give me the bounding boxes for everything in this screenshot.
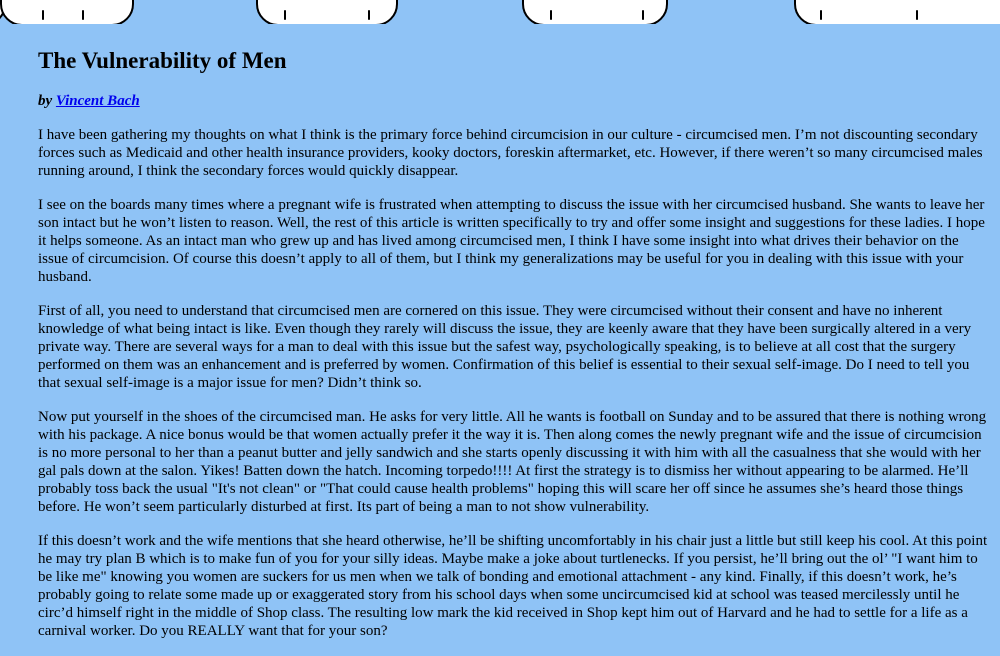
cloud-icon [0,0,134,24]
cloud-border [0,0,1000,24]
cloud-icon [794,0,1000,24]
byline-prefix: by [38,93,53,109]
paragraph-2: I see on the boards many times where a pregnant wife is frustrated when attempting to discuss the issue with her circumcised husband. She wants to leave her son intact but he won’t listen to reason. Well, the rest of this article is written specifically to try and offer some insight and suggestions for these ladies. I hope it helps someone. As an intact man who grew up and has lived among circumcised men, I think I have some insight into what drives their behavior on the issue of circumcision. Of course this doesn’t apply to all of them, but I think my generalizations may be useful for you in dealing with this issue with your husband. [38,197,985,285]
cloud-icon [256,0,398,24]
author-link[interactable]: Vincent Bach [55,93,140,109]
article [38,46,988,656]
paragraph-1: I have been gathering my thoughts on what I think is the primary force behind circumcision in our culture - circumcised men. I’m not discounting secondary forces such as Medicaid and other health insurance providers, kooky doctors, foreskin aftermarket, etc. However, if there weren’t so many circumcised males running around, I think the secondary forces would quickly disappear. [38,127,983,179]
byline [38,92,988,110]
cloud-icon [522,0,668,24]
paragraph-4: Now put yourself in the shoes of the circumcised man. He asks for very little. All he wants is football on Sunday and to be assured that there is nothing wrong with his package. A nice bonus would be that women actually prefer it the way it is. Then along comes the newly pregnant wife and the issue of circumcision is no more personal to her than a peanut butter and jelly sandwich and she starts openly discussing it with him with all the casualness that she would with her gal pals down at the salon. Yikes! Batten down the hatch. Incoming torpedo!!!! At first the strategy is to dismiss her without appearing to be alarmed. He’ll probably toss back the usual "It's not clean" or "That could cause health problems" hoping this will scare her off since he assumes she’s heard those things before. He won’t seem particularly disturbed at first. Its part of being a man to not show vulnerability. [38,409,987,515]
article-title: The Vulnerability of Men [38,48,287,73]
paragraph-5: If this doesn’t work and the wife mentions that she heard otherwise, he’ll be shifting uncomfortably in his chair just a little but still keep his cool. At this point he may try plan B which is to make fun of you for your silly ideas. Maybe make a joke about turtlenecks. If you persist, he’ll bring out the ol’ "I want him to be like me" knowing you women are suckers for us men when we talk of bonding and emotional attachment - any kind. Finally, if this doesn’t work, he’s probably going to relate some made up or exaggerated story from his school days when some uncircumcised kid at school was teased mercilessly until he circ’d himself right in the middle of Shop class. The resulting low mark the kid received in Shop kept him out of Harvard and he had to settle for a life as a carnival worker. Do you REALLY want that for your son? [38,533,988,639]
paragraph-3: First of all, you need to understand that circumcised men are cornered on this issue. They were circumcised without their consent and have no inherent knowledge of what being intact is like. Even though they rarely will discuss the issue, they are keenly aware that they have been surgically altered in a very private way. There are several ways for a man to deal with this issue but the safest way, psychologically speaking, is to believe at all cost that the surgery performed on them was an enhancement and is preferred by women. Confirmation of this belief is essential to their sexual self-image. Do I need to tell you that sexual self-image is a major issue for men? Didn’t think so. [38,303,972,391]
